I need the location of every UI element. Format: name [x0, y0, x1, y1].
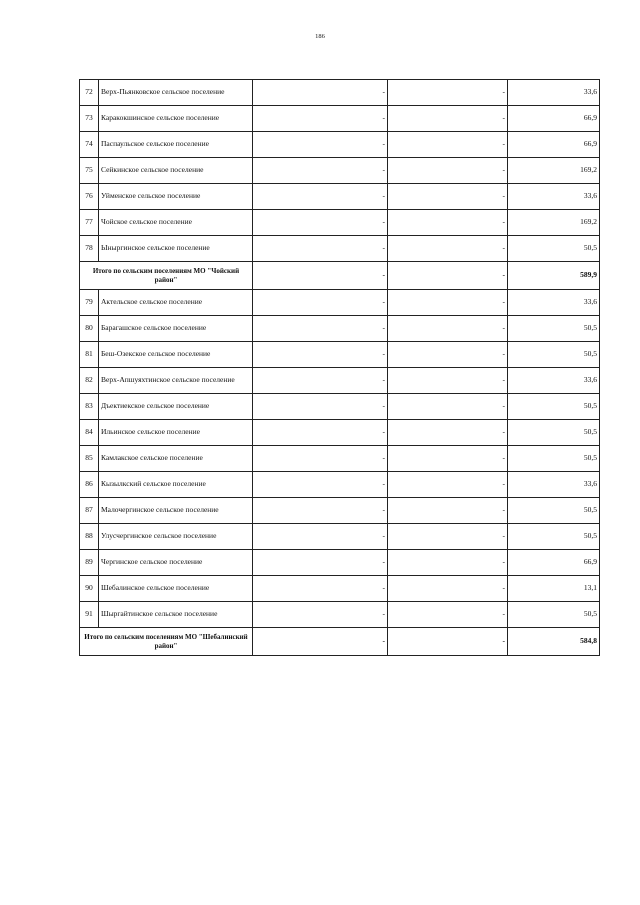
settlement-name: Беш-Озекское сельское поселение — [99, 342, 253, 368]
amount-value: 50,5 — [508, 420, 600, 446]
column-a-value: - — [253, 132, 388, 158]
column-b-value: - — [388, 158, 508, 184]
amount-value: 169,2 — [508, 210, 600, 236]
column-b-value: - — [388, 576, 508, 602]
table-row — [80, 316, 600, 342]
total-label: Итого по сельским поселениям МО "Шебалинский район" — [80, 628, 253, 656]
column-b-value: - — [388, 472, 508, 498]
column-a-value: - — [253, 394, 388, 420]
column-a-value: - — [253, 106, 388, 132]
column-a-value: - — [253, 524, 388, 550]
table-row — [80, 550, 600, 576]
column-a-value: - — [253, 550, 388, 576]
table-row — [80, 420, 600, 446]
row-number: 90 — [80, 576, 99, 602]
column-b-value: - — [388, 524, 508, 550]
column-b-value: - — [388, 290, 508, 316]
total-column-a: - — [253, 262, 388, 290]
column-a-value: - — [253, 342, 388, 368]
column-b-value: - — [388, 394, 508, 420]
column-b-value: - — [388, 80, 508, 106]
column-a-value: - — [253, 498, 388, 524]
column-b-value: - — [388, 132, 508, 158]
settlement-name: Чойское сельское поселение — [99, 210, 253, 236]
column-a-value: - — [253, 368, 388, 394]
row-number: 82 — [80, 368, 99, 394]
amount-value: 66,9 — [508, 550, 600, 576]
column-a-value: - — [253, 184, 388, 210]
column-a-value: - — [253, 472, 388, 498]
amount-value: 66,9 — [508, 106, 600, 132]
table-row — [80, 472, 600, 498]
column-b-value: - — [388, 342, 508, 368]
amount-value: 13,1 — [508, 576, 600, 602]
settlement-name: Уйменское сельское поселение — [99, 184, 253, 210]
amount-value: 33,6 — [508, 368, 600, 394]
row-number: 80 — [80, 316, 99, 342]
total-column-b: - — [388, 262, 508, 290]
column-a-value: - — [253, 576, 388, 602]
total-column-b: - — [388, 628, 508, 656]
amount-value: 50,5 — [508, 316, 600, 342]
column-b-value: - — [388, 602, 508, 628]
page-number: 186 — [315, 33, 325, 40]
row-number: 81 — [80, 342, 99, 368]
amount-value: 50,5 — [508, 602, 600, 628]
settlement-name: Сейкинское сельское поселение — [99, 158, 253, 184]
column-b-value: - — [388, 210, 508, 236]
column-b-value: - — [388, 420, 508, 446]
column-a-value: - — [253, 316, 388, 342]
row-number: 89 — [80, 550, 99, 576]
table-row — [80, 132, 600, 158]
table-row — [80, 290, 600, 316]
table-row — [80, 368, 600, 394]
total-amount: 589,9 — [508, 262, 600, 290]
settlement-name: Верх-Пьянковское сельское поселение — [99, 80, 253, 106]
table-row — [80, 394, 600, 420]
row-number: 79 — [80, 290, 99, 316]
total-row — [80, 262, 600, 290]
row-number: 73 — [80, 106, 99, 132]
amount-value: 33,6 — [508, 290, 600, 316]
amount-value: 50,5 — [508, 342, 600, 368]
table-row — [80, 106, 600, 132]
settlement-name: Улусчергинское сельское поселение — [99, 524, 253, 550]
amount-value: 50,5 — [508, 236, 600, 262]
row-number: 76 — [80, 184, 99, 210]
column-a-value: - — [253, 236, 388, 262]
table-row — [80, 602, 600, 628]
amount-value: 33,6 — [508, 184, 600, 210]
column-a-value: - — [253, 158, 388, 184]
row-number: 78 — [80, 236, 99, 262]
amount-value: 50,5 — [508, 394, 600, 420]
amount-value: 50,5 — [508, 446, 600, 472]
settlement-name: Шебалинское сельское поселение — [99, 576, 253, 602]
row-number: 75 — [80, 158, 99, 184]
row-number: 84 — [80, 420, 99, 446]
row-number: 85 — [80, 446, 99, 472]
column-a-value: - — [253, 290, 388, 316]
settlement-name: Ильинское сельское поселение — [99, 420, 253, 446]
table-row — [80, 524, 600, 550]
column-a-value: - — [253, 80, 388, 106]
column-a-value: - — [253, 602, 388, 628]
column-a-value: - — [253, 420, 388, 446]
settlement-name: Шыргайтинское сельское поселение — [99, 602, 253, 628]
row-number: 86 — [80, 472, 99, 498]
column-a-value: - — [253, 210, 388, 236]
table-row — [80, 446, 600, 472]
column-b-value: - — [388, 236, 508, 262]
total-amount: 584,8 — [508, 628, 600, 656]
row-number: 77 — [80, 210, 99, 236]
row-number: 74 — [80, 132, 99, 158]
table-row — [80, 184, 600, 210]
table-row — [80, 158, 600, 184]
settlement-name: Каракокшинское сельское поселение — [99, 106, 253, 132]
settlement-name: Барагашское сельское поселение — [99, 316, 253, 342]
amount-value: 50,5 — [508, 524, 600, 550]
row-number: 83 — [80, 394, 99, 420]
row-number: 91 — [80, 602, 99, 628]
settlement-name: Кызылкский сельское поселение — [99, 472, 253, 498]
total-column-a: - — [253, 628, 388, 656]
column-b-value: - — [388, 316, 508, 342]
settlement-name: Ыныргинское сельское поселение — [99, 236, 253, 262]
amount-value: 169,2 — [508, 158, 600, 184]
table-row — [80, 236, 600, 262]
table-row — [80, 342, 600, 368]
table-row — [80, 498, 600, 524]
column-b-value: - — [388, 550, 508, 576]
column-b-value: - — [388, 446, 508, 472]
settlements-table — [79, 79, 600, 656]
row-number: 72 — [80, 80, 99, 106]
amount-value: 66,9 — [508, 132, 600, 158]
settlement-name: Дъектиекское сельское поселение — [99, 394, 253, 420]
settlement-name: Чергинское сельское поселение — [99, 550, 253, 576]
column-b-value: - — [388, 498, 508, 524]
amount-value: 50,5 — [508, 498, 600, 524]
amount-value: 33,6 — [508, 472, 600, 498]
settlement-name: Малочергинское сельское поселение — [99, 498, 253, 524]
settlement-name: Актельское сельское поселение — [99, 290, 253, 316]
table-row — [80, 210, 600, 236]
column-b-value: - — [388, 106, 508, 132]
row-number: 88 — [80, 524, 99, 550]
settlement-name: Верх-Апшуяхтинское сельское поселение — [99, 368, 253, 394]
column-b-value: - — [388, 184, 508, 210]
table-row — [80, 576, 600, 602]
settlement-name: Паспаульское сельское поселение — [99, 132, 253, 158]
settlement-name: Камлакское сельское поселение — [99, 446, 253, 472]
row-number: 87 — [80, 498, 99, 524]
amount-value: 33,6 — [508, 80, 600, 106]
total-label: Итого по сельским поселениям МО "Чойский район" — [80, 262, 253, 290]
column-a-value: - — [253, 446, 388, 472]
total-row — [80, 628, 600, 656]
table-row — [80, 80, 600, 106]
column-b-value: - — [388, 368, 508, 394]
